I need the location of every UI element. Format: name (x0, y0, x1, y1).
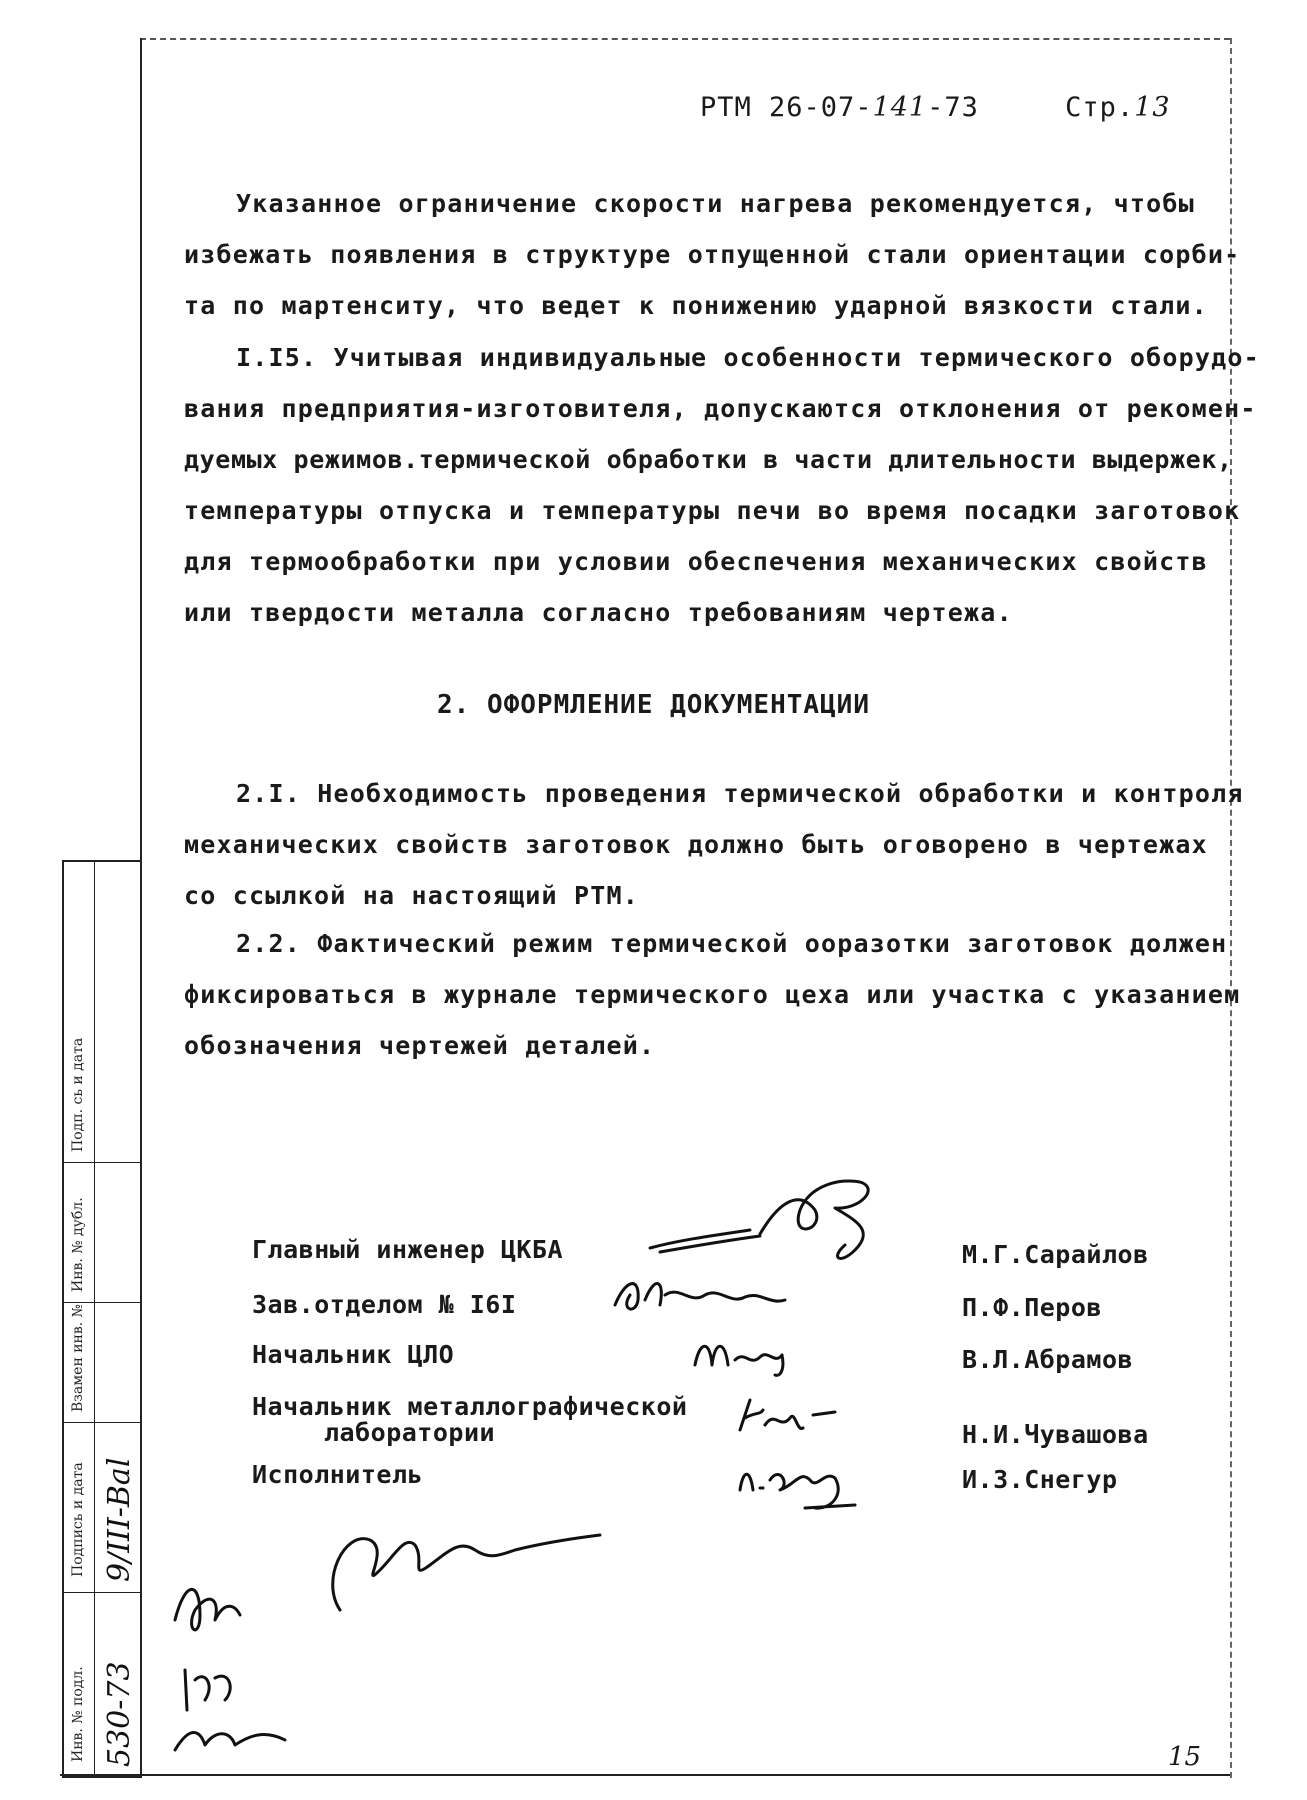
text-line: температуры отпуска и температуры печи во время посадки заготовок (184, 496, 1241, 525)
signatory-position: Исполнитель (252, 1460, 424, 1489)
frame-top-border (140, 38, 1230, 40)
text-line: та по мартенситу, что ведет к понижению ударной вязкости стали. (184, 291, 1208, 320)
text-line: дуемых режимов.термической обработки в части длительности выдержек, (184, 445, 1233, 474)
signatory-name: П.Ф.Перов (962, 1293, 1102, 1322)
page-label: Стр. (1065, 92, 1135, 123)
signatory-position: Зав.отделом № I6I (252, 1290, 517, 1319)
text-line: 2.2. Фактический режим термической ооразотки заготовок должен (236, 929, 1228, 958)
stamp-row-divider (64, 1302, 142, 1303)
signature-extra (300, 1500, 620, 1620)
signature-executor (735, 1450, 865, 1515)
stamp-row-divider (64, 1162, 142, 1163)
text-line: со ссылкой на настоящий РТМ. (184, 881, 640, 910)
paragraph-1-15 (184, 332, 1260, 638)
text-line: обозначения чертежей деталей. (184, 1031, 656, 1060)
signatory-name: Н.И.Чувашова (962, 1420, 1149, 1449)
text-line: 2.I. Необходимость проведения термической обработки и контроля (236, 779, 1244, 808)
stamp-label-inv-duplicate: Инв. № дубл. (70, 1197, 86, 1292)
signature-department-head (610, 1265, 790, 1325)
signature-lab-head (735, 1390, 845, 1445)
paragraph-2-1 (184, 768, 1244, 921)
signatory-position: Начальник металлографической (252, 1392, 688, 1421)
signatory-name: М.Г.Сарайлов (962, 1240, 1149, 1269)
signatory-name: В.Л.Абрамов (962, 1345, 1134, 1374)
approval-handwriting (155, 1560, 315, 1760)
stamp-column-divider (94, 862, 95, 1776)
signatory-position: Главный инженер ЦКБА (252, 1235, 564, 1264)
stamp-label-signature-date-2: Подп. сь и дата (70, 1037, 86, 1152)
text-line: или твердости металла согласно требованиям чертежа. (184, 598, 1013, 627)
signatory-position: Начальник ЦЛО (252, 1340, 455, 1369)
page-header (700, 92, 1171, 123)
stamp-label-inv-original: Инв. № подл. (70, 1666, 86, 1762)
text-line: механических свойств заготовок должно быть оговорено в чертежах (184, 830, 1208, 859)
stamp-sign-date: 9/III-Bal (102, 1457, 137, 1582)
paragraph-2-2 (184, 918, 1241, 1071)
stamp-row-divider (64, 1592, 142, 1593)
text-line: Указанное ограничение скорости нагрева рекомендуется, чтобы (236, 189, 1195, 218)
doc-code: РТМ 26-07- (700, 92, 873, 123)
frame-bottom-border (60, 1774, 1230, 1776)
doc-code-handwritten: 141 (872, 92, 928, 123)
text-line: для термообработки при условии обеспечения механических свойств (184, 547, 1208, 576)
signatory-name: И.З.Снегур (962, 1465, 1118, 1494)
text-line: избежать появления в структуре отпущенной стали ориентации сорби- (184, 240, 1241, 269)
text-line: фиксироваться в журнале термического цеха или участка с указанием (184, 980, 1241, 1009)
frame-right-border (1230, 38, 1232, 1778)
stamp-table (62, 860, 142, 1778)
signatory-position-line2: лаборатории (324, 1418, 496, 1447)
doc-year: -73 (927, 92, 979, 123)
stamp-row-divider (64, 1422, 142, 1423)
text-line: I.I5. Учитывая индивидуальные особенности термического оборудо- (236, 343, 1260, 372)
stamp-label-replacement-inv: Взамен инв. № (70, 1304, 86, 1412)
text-line: вания предприятия-изготовителя, допускаются отклонения от рекомен- (184, 394, 1257, 423)
signature-chief-engineer (640, 1170, 900, 1280)
stamp-label-signature-date: Подпись и дата (70, 1462, 86, 1577)
footer-page-number: 15 (1168, 1742, 1202, 1772)
page-number: 13 (1134, 92, 1171, 123)
paragraph-1 (184, 178, 1241, 331)
stamp-inv-number: 530-73 (102, 1661, 137, 1767)
signature-clo-head (690, 1325, 800, 1380)
section-title: 2. ОФОРМЛЕНИЕ ДОКУМЕНТАЦИИ (437, 690, 870, 720)
